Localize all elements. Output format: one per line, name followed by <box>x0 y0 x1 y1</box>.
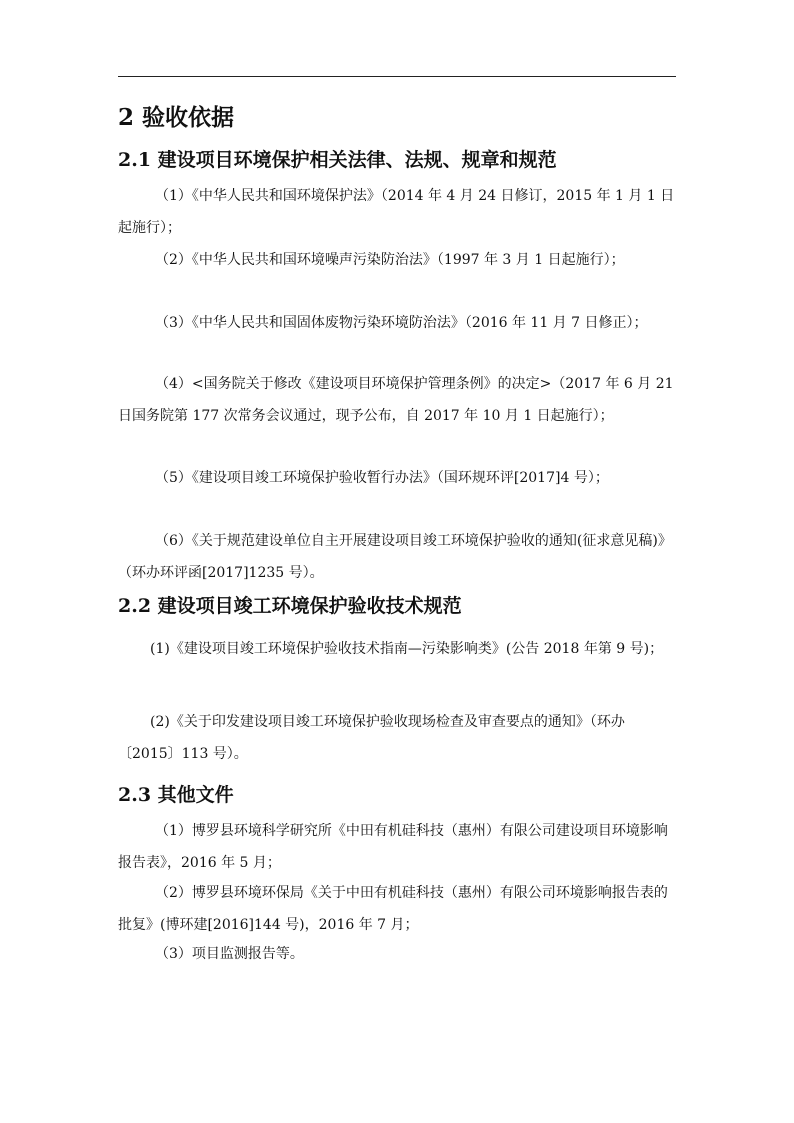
doc-item-1: （1）博罗县环境科学研究所《中田有机硅科技（惠州）有限公司建设项目环境影响报告表》，2016 年 5 月； <box>118 823 668 871</box>
law-item-4: （4）<国务院关于修改《建设项目环境保护管理条例》的决定>（2017 年 6 月 21 日国务院第 177 次常务会议通过，现予公布，自 2017 年 10 月 1 日起施行）； <box>118 376 674 424</box>
spec-item-2: (2)《关于印发建设项目竣工环境保护验收现场检查及审查要点的通知》（环办〔2015〕113 号）。 <box>118 714 625 762</box>
law-item-1: （1）《中华人民共和国环境保护法》（2014 年 4 月 24 日修订，2015 年 1 月 1 日起施行）； <box>118 188 675 236</box>
doc-item-3: （3）项目监测报告等。 <box>155 946 304 962</box>
law-item-2: （2）《中华人民共和国环境噪声污染防治法》（1997 年 3 月 1 日起施行）； <box>155 252 625 268</box>
law-item-6: （6）《关于规范建设单位自主开展建设项目竣工环境保护验收的通知(征求意见稿)》（环办环评函[2017]1235 号）。 <box>118 533 672 581</box>
chapter-title: 2 验收依据 <box>118 104 235 131</box>
section-title-2-1: 2.1 建设项目环境保护相关法律、法规、规章和规范 <box>118 149 557 171</box>
section-title-2-3: 2.3 其他文件 <box>118 784 234 806</box>
section-title-2-2: 2.2 建设项目竣工环境保护验收技术规范 <box>118 595 462 617</box>
header-rule <box>118 76 676 77</box>
law-item-5: （5）《建设项目竣工环境保护验收暂行办法》（国环规环评[2017]4 号）； <box>155 470 609 486</box>
doc-item-2: （2）博罗县环境环保局《关于中田有机硅科技（惠州）有限公司环境影响报告表的批复》(博环建[2016]144 号)，2016 年 7 月； <box>118 885 668 933</box>
spec-item-1: (1)《建设项目竣工环境保护验收技术指南—污染影响类》(公告 2018 年第 9 号)； <box>150 641 664 657</box>
law-item-3: （3）《中华人民共和国固体废物污染环境防治法》（2016 年 11 月 7 日修正）； <box>155 315 648 331</box>
